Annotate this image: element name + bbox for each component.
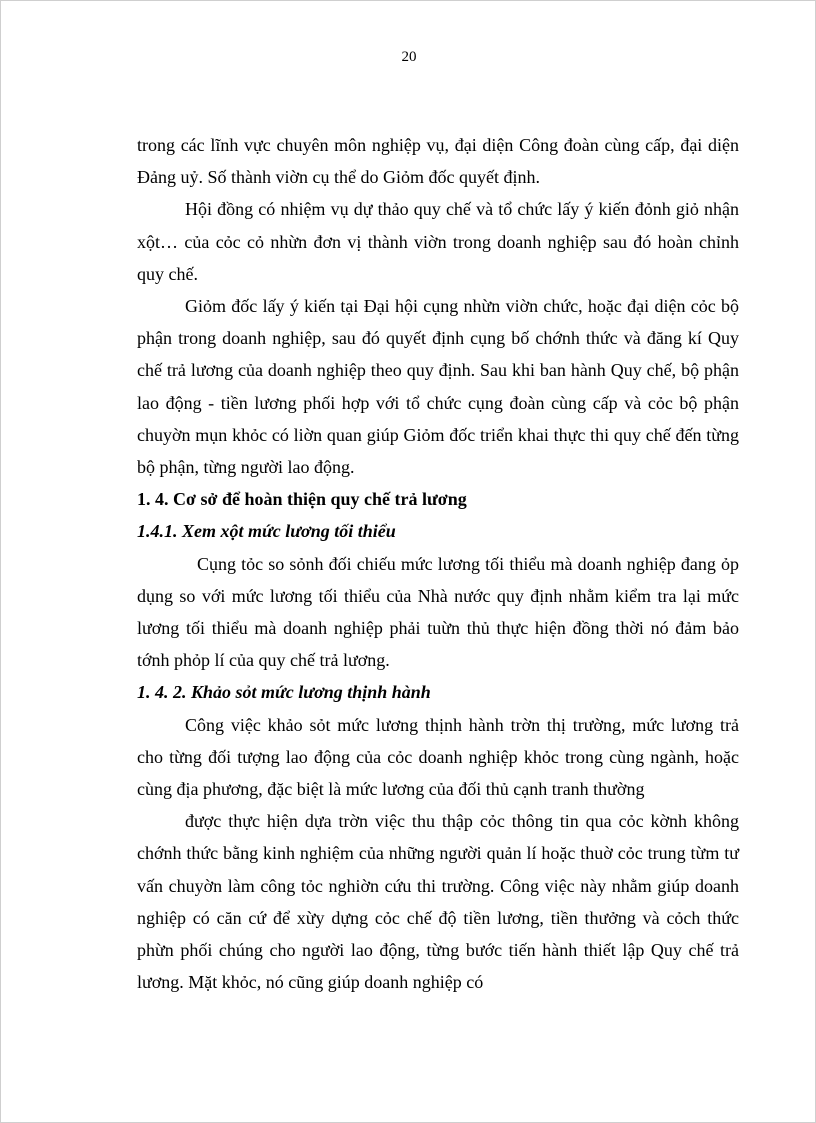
page-content <box>137 129 739 998</box>
paragraph: Giỏm đốc lấy ý kiến tại Đại hội cụng nhừn viờn chức, hoặc đại diện cỏc bộ phận trong doanh nghiệp, sau đó quyết định cụng bố chớnh thức và đăng kí Quy chế trả lương của doanh nghiệp theo quy định. Sau khi ban hành Quy chế, bộ phận lao động - tiền lương phối hợp với tổ chức cụng đoàn cùng cấp và cỏc bộ phận chuyờn mụn khỏc có liờn quan giúp Giỏm đốc triển khai thực thi quy chế đến từng bộ phận, từng người lao động. <box>137 296 739 478</box>
section-heading: 1. 4. Cơ sở để hoàn thiện quy chế trả lương <box>137 489 467 510</box>
subsection-heading: 1.4.1. Xem xột mức lương tối thiểu <box>137 521 396 542</box>
paragraph: Cụng tỏc so sỏnh đối chiếu mức lương tối thiểu mà doanh nghiệp đang ỏp dụng so với mức lương tối thiểu của Nhà nước quy định nhằm kiểm tra lại mức lương tối thiểu mà doanh nghiệp phải tuừn thủ thực hiện đồng thời nó đảm bảo tớnh phỏp lí của quy chế trả lương. <box>137 553 739 671</box>
page-number: 20 <box>401 49 417 65</box>
paragraph: Công việc khảo sỏt mức lương thịnh hành trờn thị trường, mức lương trả cho từng đối tượng lao động của cỏc doanh nghiệp khỏc trong cùng ngành, hoặc cùng địa phương, đặc biệt là mức lương của đối thủ cạnh tranh thường <box>137 714 739 800</box>
subsection-heading: 1. 4. 2. Khảo sỏt mức lương thịnh hành <box>137 682 431 703</box>
paragraph: Hội đồng có nhiệm vụ dự thảo quy chế và tổ chức lấy ý kiến đỏnh giỏ nhận xột… của cỏc cỏ nhừn đơn vị thành viờn trong doanh nghiệp sau đó hoàn chỉnh quy chế. <box>137 199 739 284</box>
paragraph: trong các lĩnh vực chuyên môn nghiệp vụ, đại diện Công đoàn cùng cấp, đại diện Đảng uỷ. Số thành viờn cụ thể do Giỏm đốc quyết định. <box>137 135 739 188</box>
paragraph: được thực hiện dựa trờn việc thu thập cỏc thông tin qua cỏc kờnh không chớnh thức bằng kinh nghiệm của những người quản lí hoặc thuờ cỏc trung từm tư vấn chuyờn làm công tỏc nghiờn cứu thi trường. Công việc này nhằm giúp doanh nghiệp có căn cứ để xừy dựng cỏc chế độ tiền lương, tiền thưởng và cỏch thức phừn phối chúng cho người lao động, từng bước tiến hành thiết lập Quy chế trả lương. Mặt khỏc, nó cũng giúp doanh nghiệp có <box>137 811 739 993</box>
